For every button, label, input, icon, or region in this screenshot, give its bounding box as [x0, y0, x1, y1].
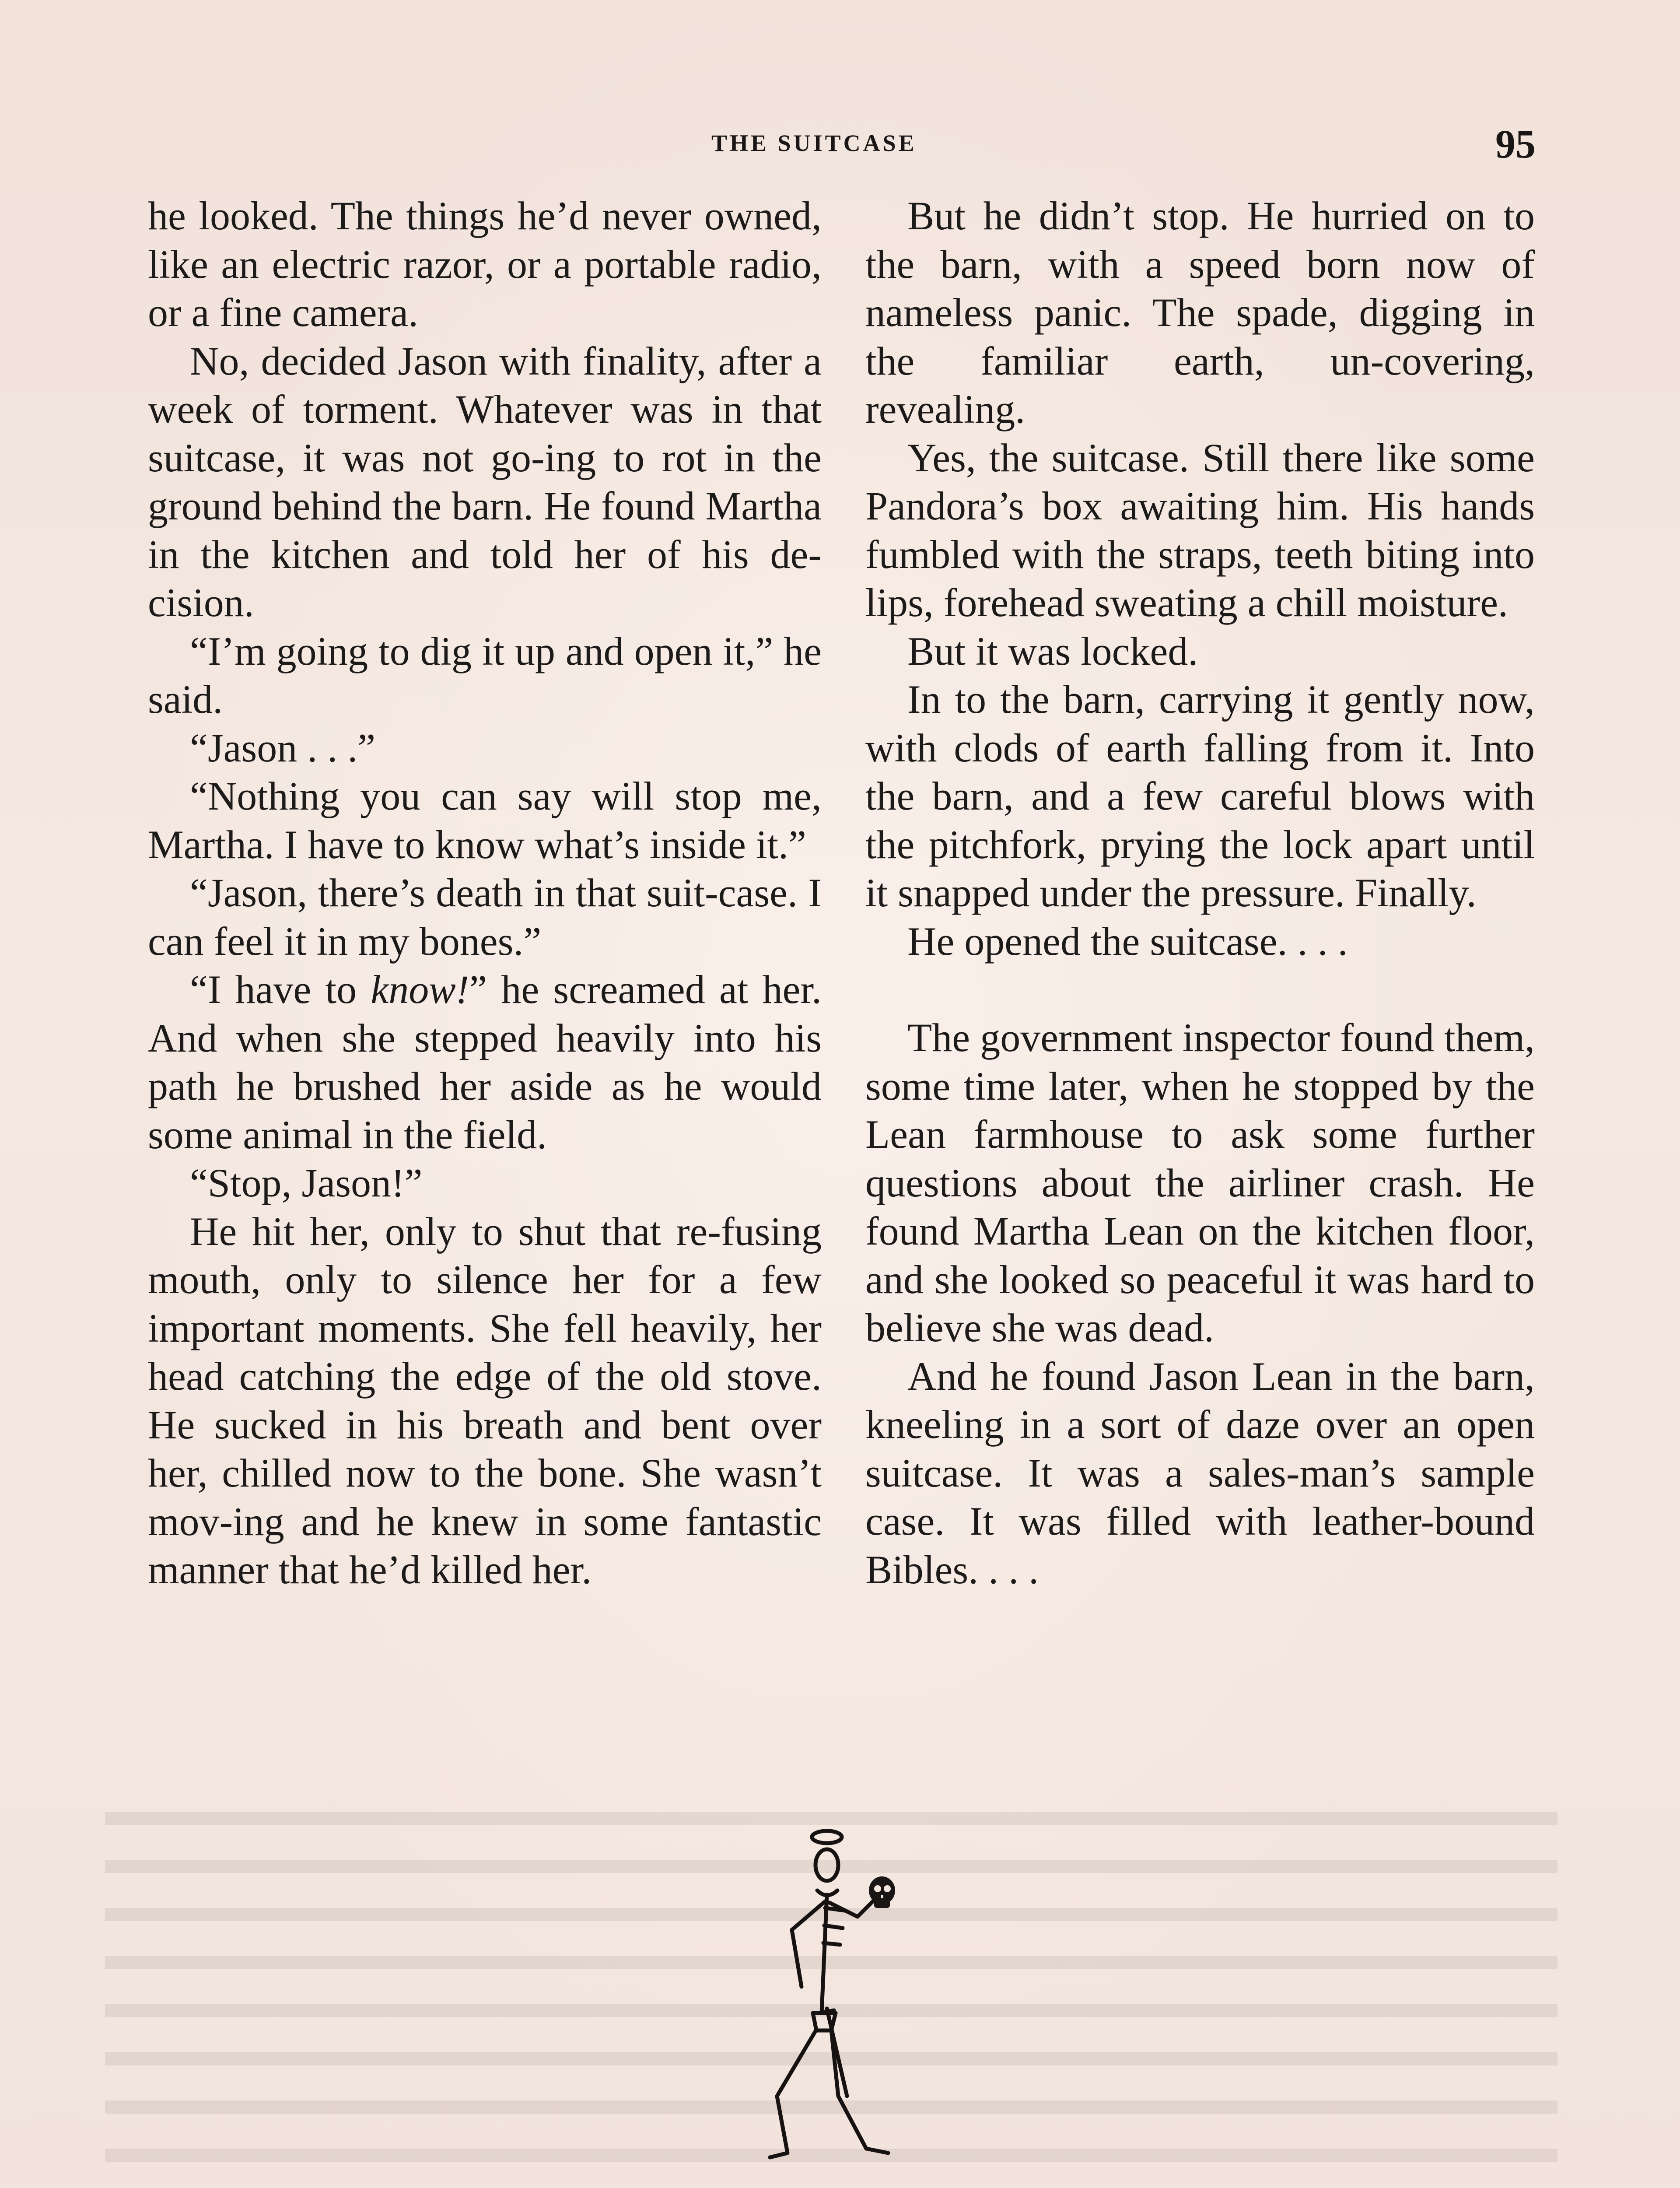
paragraph: But it was locked.: [907, 628, 1198, 673]
paragraph: In to the barn, carrying it gently now, with clods of earth falling from it. Into the barn, and a few careful blows with the pitchfork, prying the lock apart until it snapped under the pressure. Finally.: [865, 677, 1535, 915]
paragraph: Yes, the suitcase. Still there like some Pandora’s box awaiting him. His hands fumbled with the straps, teeth biting into lips, forehead sweating a chill moisture.: [865, 435, 1535, 625]
section-break: [865, 965, 1535, 1013]
running-head: THE SUITCASE: [711, 130, 917, 156]
emphasis-text: know!: [371, 967, 469, 1012]
left-column: [148, 192, 822, 1594]
skeleton-holding-skull-icon: [761, 1825, 919, 2162]
paragraph: “Jason, there’s death in that suit-case. I can feel it in my bones.”: [148, 870, 822, 964]
paragraph: He hit her, only to shut that re-fusing mouth, only to silence her for a few important moments. She fell heavily, her head catching the edge of the old stove. He sucked in his breath and bent over her, chilled now to the bone. She wasn’t mov-ing and he knew in some fantastic manner that he’d killed her.: [148, 1209, 822, 1592]
paragraph: “I’m going to dig it up and open it,” he said.: [148, 628, 822, 722]
paragraph: “Stop, Jason!”: [190, 1161, 423, 1205]
paragraph: And he found Jason Lean in the barn, kneeling in a sort of daze over an open suitcase. It was a sales-man’s sample case. It was filled with leather-bound Bibles. . . .: [865, 1353, 1535, 1592]
paragraph: No, decided Jason with finality, after a week of torment. Whatever was in that suitcase, it was not go-ing to rot in the ground behind the barn. He found Martha in the kitchen and told her of his de-cision.: [148, 338, 822, 625]
paragraph-text: ” he screamed at her. And when she stepped heavily into his path he brushed her aside as he would some animal in the field.: [148, 967, 822, 1157]
paragraph: he looked. The things he’d never owned, like an electric razor, or a portable radio, or a fine camera.: [148, 193, 822, 335]
paragraph: [148, 965, 822, 1159]
paragraph: The government inspector found them, some time later, when he stopped by the Lean farmhouse to ask some further questions about the airliner crash. He found Martha Lean on the kitchen floor, and she looked so peaceful it was hard to believe she was dead.: [865, 1015, 1535, 1350]
page-number: 95: [1495, 122, 1536, 166]
paragraph: “Nothing you can say will stop me, Martha. I have to know what’s inside it.”: [148, 774, 822, 867]
paragraph-text: “I have to: [190, 967, 371, 1012]
paragraph: He opened the suitcase. . . .: [907, 919, 1348, 964]
paragraph: “Jason . . .”: [190, 725, 376, 770]
paragraph: But he didn’t stop. He hurried on to the barn, with a speed born now of nameless panic. The spade, digging in the familiar earth, un-covering, revealing.: [865, 193, 1535, 431]
right-column: [865, 192, 1535, 1594]
